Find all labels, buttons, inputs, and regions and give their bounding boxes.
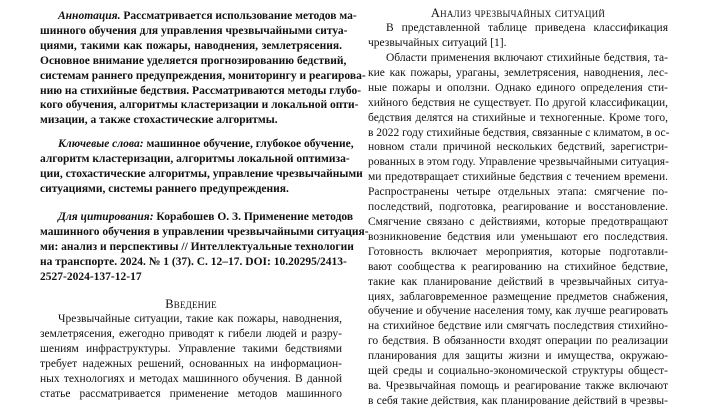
- analysis-line: кие как пожары, ураганы, землетрясения, наводнения, лес-: [368, 66, 668, 79]
- analysis-heading: Анализ чрезвычайных ситуаций: [430, 6, 606, 20]
- analysis-line: обучение и обучение населения тому, как лучше реагировать: [368, 305, 668, 318]
- analysis-line: ные пожары и оползни. Однако единого определения сти-: [368, 81, 668, 94]
- analysis-line: хийного бедствия не существует. По другой классификации,: [368, 96, 668, 109]
- analysis-paragraph-2: [368, 51, 668, 409]
- analysis-line: такие как планирование действий в чрезвычайных ситуа-: [368, 275, 668, 288]
- abstract-line: кого обучения, алгоритмы кластеризации и локальной опти-: [40, 99, 359, 112]
- introduction-line: ных технологиях и методах машинного обучения. В данной: [40, 372, 342, 385]
- analysis-line: щей среды и социально-экономической структуры общест-: [368, 365, 668, 378]
- analysis-line: циях, заблаговременное размещение предметов снабжения,: [368, 290, 668, 303]
- introduction-line: требует надежных решений, основанных на информацион-: [40, 357, 342, 370]
- abstract-line: Аннотация. Рассматривается использование методов ма-: [58, 10, 357, 22]
- analysis-line: в 2022 году стихийные бедствия, связанные с климатом, в ос-: [368, 126, 670, 139]
- analysis-line: го бедствия. В обязанности входят операции по реализации: [368, 335, 668, 348]
- abstract-line: шинного обучения для управления чрезвычайными ситуа-: [40, 24, 348, 37]
- abstract-label: Аннотация.: [58, 10, 121, 22]
- analysis-line: вают сообщества к реагированию на стихийное бедствие,: [368, 260, 668, 273]
- introduction-body: [40, 312, 342, 401]
- analysis-line: Области применения включают стихийные бедствия, та-: [386, 52, 668, 64]
- keywords-line: ситуациями, системы раннего предупреждения.: [40, 182, 289, 195]
- citation-line: ми: анализ и перспективы // Интеллектуальные технологии: [40, 240, 354, 253]
- citation-line: 2527-2024-137-12-17: [40, 270, 142, 283]
- analysis-line: планирования для защиты жизни и имущества, окружаю-: [368, 350, 668, 363]
- analysis-line: Смягчение связано с действиями, которые предотвращают: [368, 215, 668, 228]
- analysis-line: В представленной таблице приведена классификация: [386, 22, 668, 34]
- analysis-line: ва. Чрезвычайная помощь и реагирование также включают: [368, 379, 668, 392]
- introduction-line: шениям инфраструктуры. Управление такими бедствиями: [40, 342, 342, 355]
- analysis-line: ми предотвращает стихийные бедствия с течением времени.: [368, 171, 668, 184]
- analysis-paragraph-1: [368, 21, 668, 51]
- abstract-line: системам раннего предупреждения, мониторингу и реагирова-: [40, 69, 366, 82]
- citation-label: Для цитирования:: [58, 211, 154, 223]
- abstract-line: нию на стихийные бедствия. Рассматриваются методы глубо-: [40, 84, 362, 97]
- introduction-line: статье рассматривается применение методов машинного: [40, 387, 342, 400]
- introduction-heading: Введение: [165, 297, 217, 311]
- citation-line: Для цитирования: Корабошев О. З. Применение методов: [58, 211, 354, 223]
- analysis-line: чрезвычайных ситуаций [1].: [368, 36, 507, 49]
- citation-line: на транспорте. 2024. № 1 (37). С. 12–17. DOI: 10.20295/2413-: [40, 255, 347, 268]
- citation: [40, 210, 369, 285]
- introduction-line: землетрясения, ежегодно приводят к гибели людей и разру-: [40, 327, 342, 340]
- abstract-line: мизации, а также стохастические алгоритмы.: [40, 114, 278, 127]
- analysis-line: Готовность включает мероприятия, которые подготавли-: [368, 245, 668, 258]
- analysis-line: на стихийное бедствие или смягчать последствия стихийно-: [368, 320, 668, 333]
- abstract-line: Основное внимание уделяется прогнозированию бедствий,: [40, 54, 347, 67]
- keywords-line: Ключевые слова: машинное обучение, глубокое обучение,: [58, 138, 354, 150]
- analysis-line: бедствия делятся на стихийные и техногенные. Кроме того,: [368, 111, 668, 124]
- citation-line: машинного обучения в управлении чрезвычайными ситуация-: [40, 225, 369, 238]
- analysis-line: в себя такие действия, как планирование действий в чрезвы-: [368, 394, 668, 407]
- introduction-line: Чрезвычайные ситуации, такие как пожары, наводнения,: [58, 313, 342, 325]
- keywords-line: алгоритм кластеризации, алгоритмы локальной оптимиза-: [40, 152, 350, 165]
- keywords-label: Ключевые слова:: [58, 138, 144, 150]
- analysis-line: последствий, подготовка, реагирование и восстановление.: [368, 201, 668, 214]
- abstract-line: циями, такими как пожары, наводнения, землетрясения.: [40, 39, 342, 52]
- keywords-line: ции, стохастические алгоритмы, управление чрезвычайными: [40, 167, 363, 180]
- analysis-line: рованных в этом году. Управление чрезвычайными ситуация-: [368, 156, 669, 169]
- analysis-line: возникновение бедствия или уменьшают его последствия.: [368, 230, 668, 243]
- analysis-line: Распространены четыре отдельных этапа: смягчение по-: [368, 186, 668, 199]
- keywords: [40, 137, 363, 197]
- analysis-line: новном стали причиной нескольких бедствий, зарегистри-: [368, 141, 668, 154]
- abstract: [40, 9, 366, 128]
